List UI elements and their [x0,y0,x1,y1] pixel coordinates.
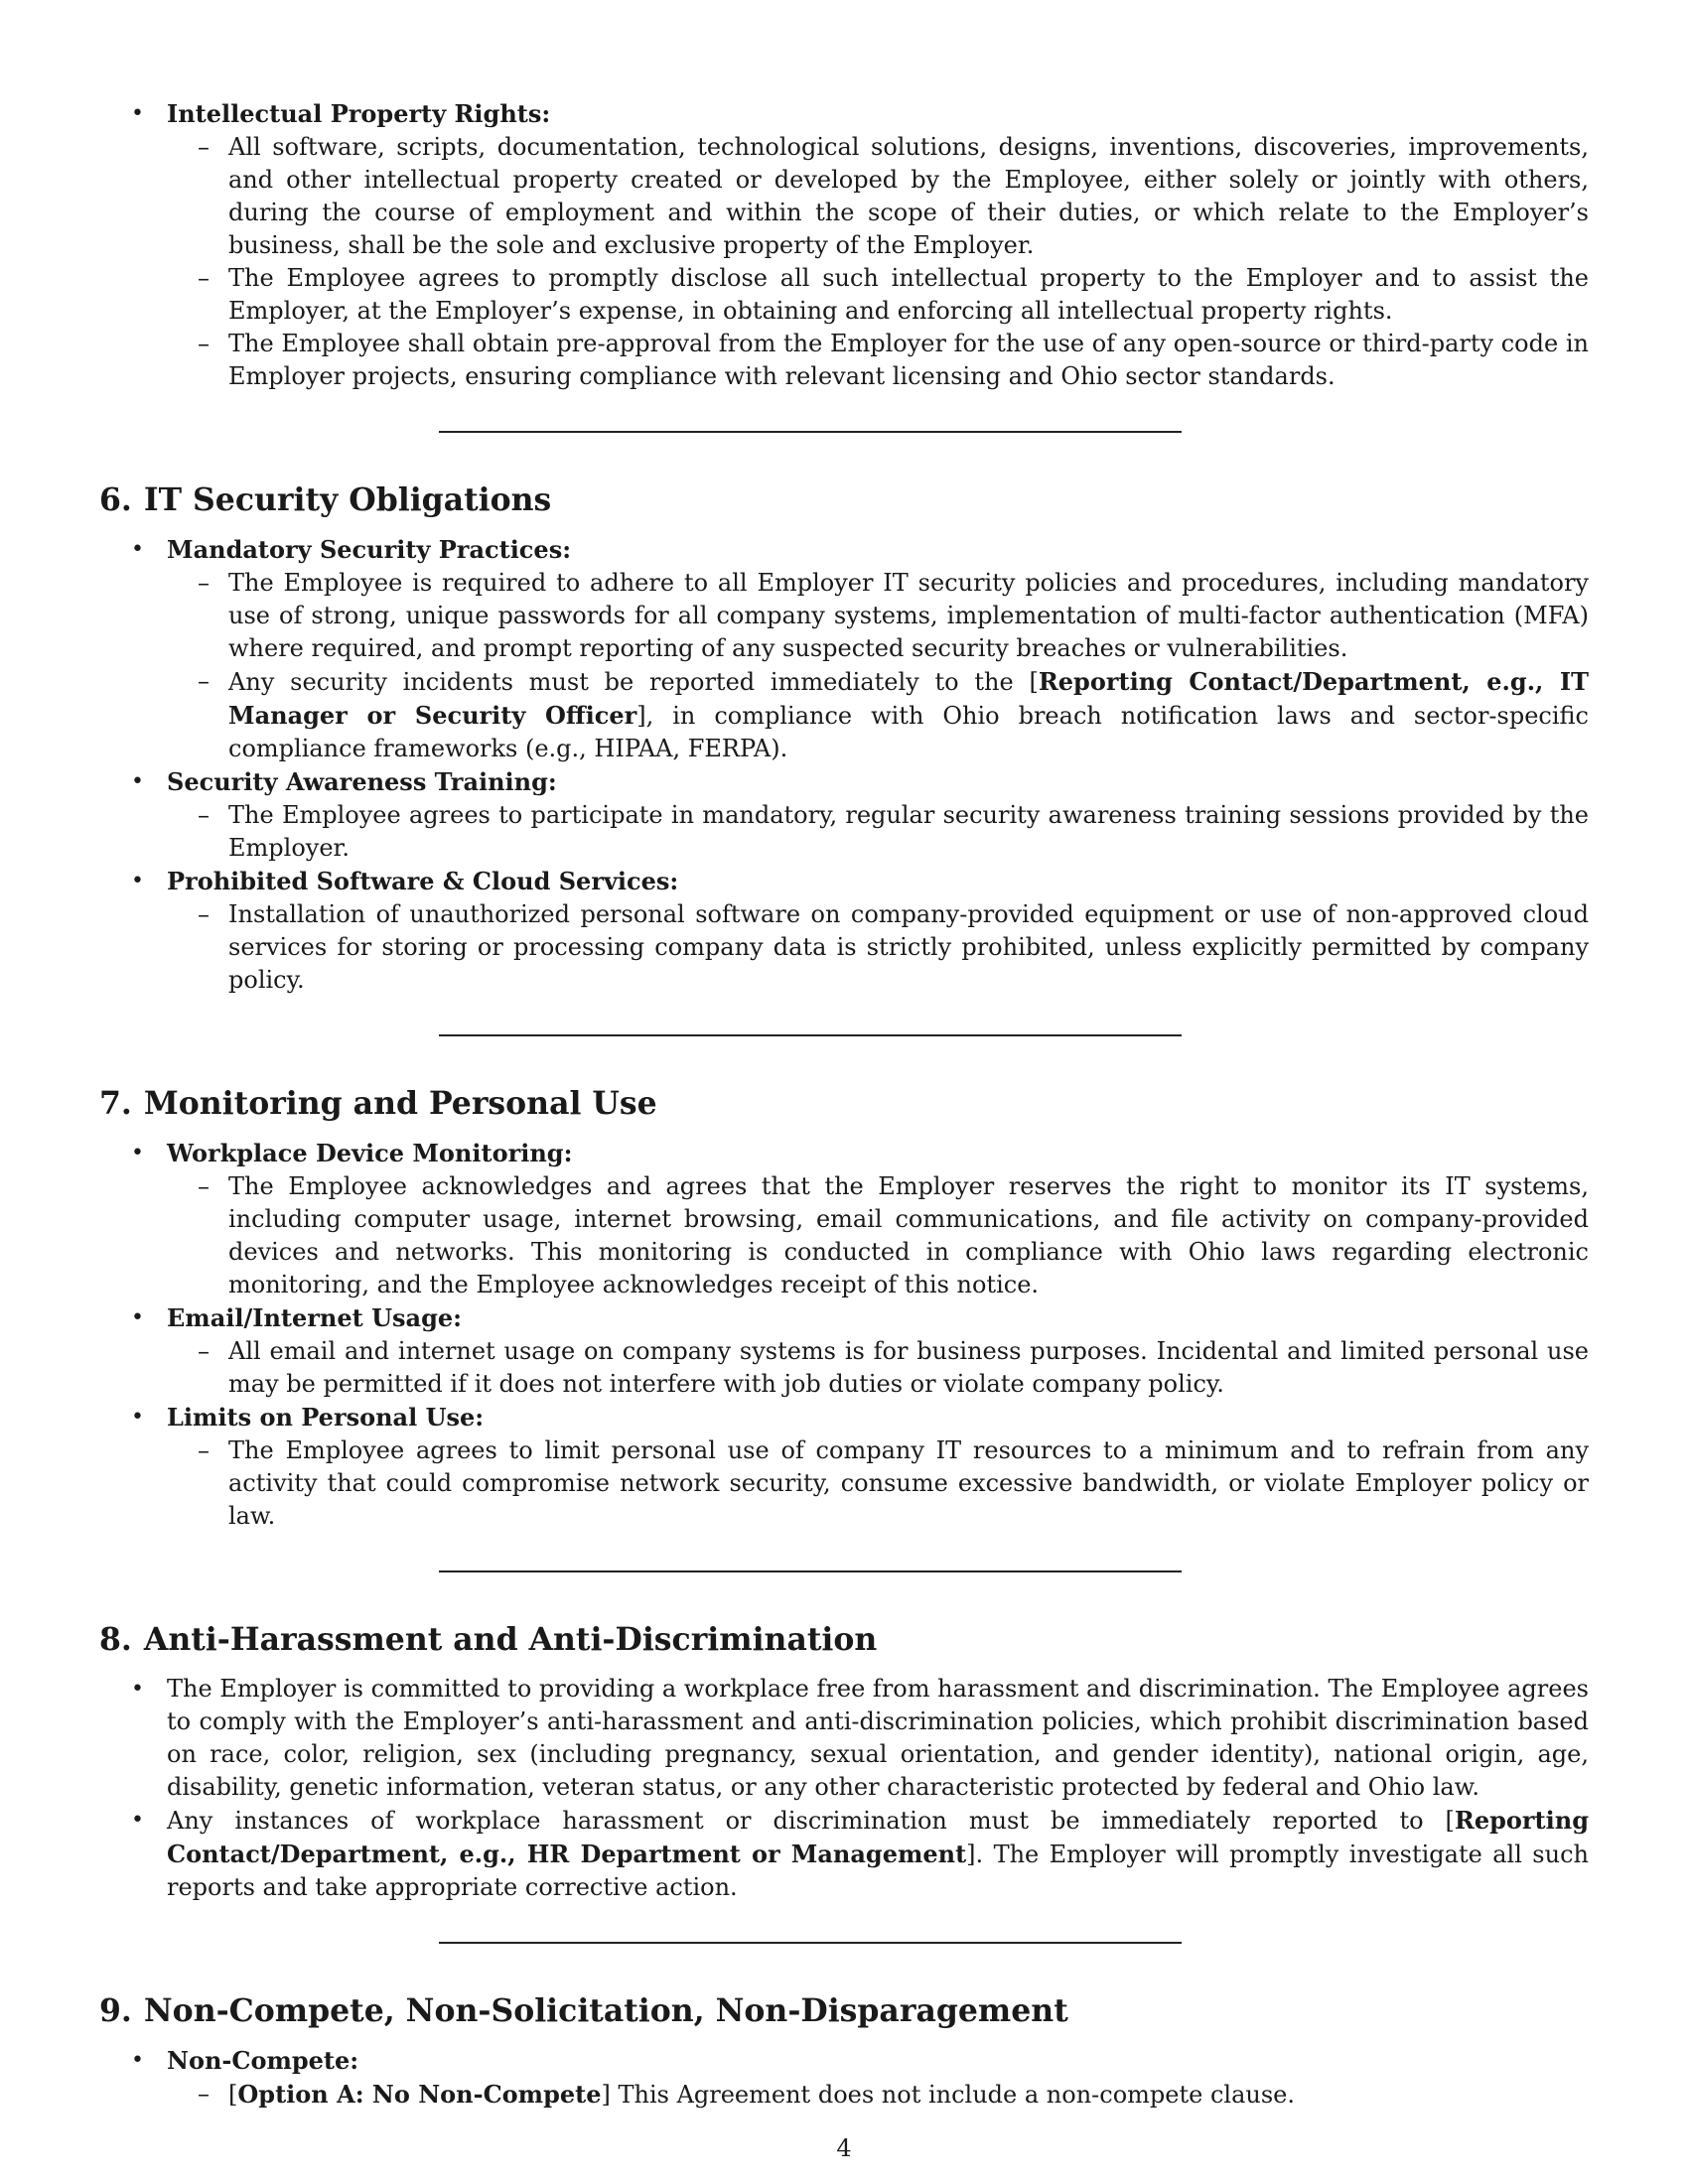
email-usage-title: Email/Internet Usage: [167,1302,462,1332]
option-placeholder: Option A: No Non-Compete [237,2079,602,2109]
section-9-heading [99,1991,1589,2032]
security-practices-item [167,533,1589,765]
email-usage-sublist [167,1335,1589,1401]
section-9-title: Non-Compete, Non-Solicitation, Non-Disparagement [143,1991,1068,2029]
security-practices-sublist [167,567,1589,765]
prohibited-software-item [167,865,1589,997]
page-number: 4 [836,2134,852,2162]
section-8-heading [99,1620,1589,1661]
section-6-list [99,533,1589,997]
section-7-title: Monitoring and Personal Use [143,1084,657,1122]
document-page [99,97,1589,2112]
section-6-number: 6. [99,481,132,518]
section-divider [439,1942,1182,1944]
section-9-number: 9. [99,1991,132,2029]
non-compete-clause-1 [228,2078,1589,2112]
device-monitoring-item [167,1137,1589,1301]
non-compete-item [167,2044,1589,2112]
non-compete-sublist [167,2078,1589,2112]
clause-text: Any security incidents must be reported immediately to the [ [228,667,1039,696]
security-practices-clause-2 [228,665,1589,765]
ip-list [99,97,1589,393]
prohibited-software-sublist [167,898,1589,997]
section-7-list [99,1137,1589,1533]
section-9-list [99,2044,1589,2112]
anti-harassment-clause-1: • The Employer is committed to providing a workplace free from harassment and discrimination. The Employee agrees to comply with the Employer’s anti-harassment and anti-discrimination policies, which prohibit discrimination based on race, color, religion, sex (including pregnancy, sexual orientation, and gender identity), national origin, age, disability, genetic information, veteran status, or any other characteristic protected by federal and Ohio law. [167,1673,1589,1804]
section-7-heading [99,1084,1589,1125]
ip-clause-3: – The Employee shall obtain pre-approval from the Employer for the use of any open-source or third-party code in Employer projects, ensuring compliance with relevant licensing and Ohio sector standards. [228,328,1589,393]
non-compete-title: Non-Compete: [167,2045,359,2075]
section-8-list [99,1673,1589,1904]
security-training-sublist [167,799,1589,865]
ip-sublist [167,131,1589,393]
email-usage-clause-1: – All email and internet usage on company systems is for business purposes. Incidental and limited personal use may be permitted if it does not interfere with job duties or violate company policy. [228,1335,1589,1401]
personal-use-limits-clause-1: – The Employee agrees to limit personal use of company IT resources to a minimum and to refrain from any activity that could compromise network security, consume excessive bandwidth, or violate Employer policy or law. [228,1434,1589,1533]
security-practices-clause-1: – The Employee is required to adhere to all Employer IT security policies and procedures, including mandatory use of strong, unique passwords for all company systems, implementation of multi-factor authentication (MFA) where required, and prompt reporting of any suspected security breaches or vulnerabilities. [228,567,1589,665]
ip-clause-1: – All software, scripts, documentation, technological solutions, designs, inventions, discoveries, improvements, and other intellectual property created or developed by the Employee, either solely or jointly with others, during the course of employment and within the scope of their duties, or which relate to the Employer’s business, shall be the sole and exclusive property of the Employer. [228,131,1589,262]
reporting-contact-placeholder: Reporting Contact/Department, e.g., IT Manager or Security Officer [228,666,1589,730]
clause-text: Any instances of workplace harassment or discrimination must be immediately reported to [ [167,1806,1455,1835]
security-practices-title: Mandatory Security Practices: [167,534,572,564]
personal-use-limits-item [167,1401,1589,1533]
section-6-title: IT Security Obligations [143,481,552,518]
personal-use-limits-title: Limits on Personal Use: [167,1402,485,1432]
clause-text: ]. The Employer will promptly investigate all such reports and take appropriate corrective action. [167,1840,1589,1901]
personal-use-limits-sublist [167,1434,1589,1533]
section-divider [439,1570,1182,1572]
reporting-contact-placeholder: Reporting Contact/Department, e.g., HR Department or Management [167,1805,1589,1868]
prohibited-software-title: Prohibited Software & Cloud Services: [167,866,679,895]
section-8-number: 8. [99,1620,132,1658]
device-monitoring-sublist [167,1170,1589,1301]
section-divider [439,431,1182,433]
device-monitoring-clause-1: – The Employee acknowledges and agrees that the Employer reserves the right to monitor its IT systems, including computer usage, internet browsing, email communications, and file activity on company-provided devices and networks. This monitoring is conducted in compliance with Ohio laws regarding electronic monitoring, and the Employee acknowledges receipt of this notice. [228,1170,1589,1301]
security-training-item [167,765,1589,865]
email-usage-item [167,1301,1589,1401]
section-6-heading [99,480,1589,521]
clause-text: ] This Agreement does not include a non-compete clause. [601,2080,1296,2109]
section-8-title: Anti-Harassment and Anti-Discrimination [143,1620,878,1658]
clause-text: ], in compliance with Ohio breach notification laws and sector-specific compliance frameworks (e.g., HIPAA, FERPA). [228,701,1589,762]
device-monitoring-title: Workplace Device Monitoring: [167,1138,573,1167]
ip-item [167,97,1589,393]
section-7-number: 7. [99,1084,132,1122]
prohibited-software-clause-1: – Installation of unauthorized personal software on company-provided equipment or use of non-approved cloud services for storing or processing company data is strictly prohibited, unless explicitly permitted by company policy. [228,898,1589,997]
ip-title: Intellectual Property Rights: [167,99,551,128]
section-divider [439,1034,1182,1036]
security-training-clause-1: – The Employee agrees to participate in mandatory, regular security awareness training sessions provided by the Employer. [228,799,1589,865]
security-training-title: Security Awareness Training: [167,766,557,796]
clause-text: [ [228,2080,238,2109]
ip-clause-2: – The Employee agrees to promptly disclose all such intellectual property to the Employer and to assist the Employer, at the Employer’s expense, in obtaining and enforcing all intellectual property rights. [228,262,1589,328]
anti-harassment-clause-2 [167,1804,1589,1904]
